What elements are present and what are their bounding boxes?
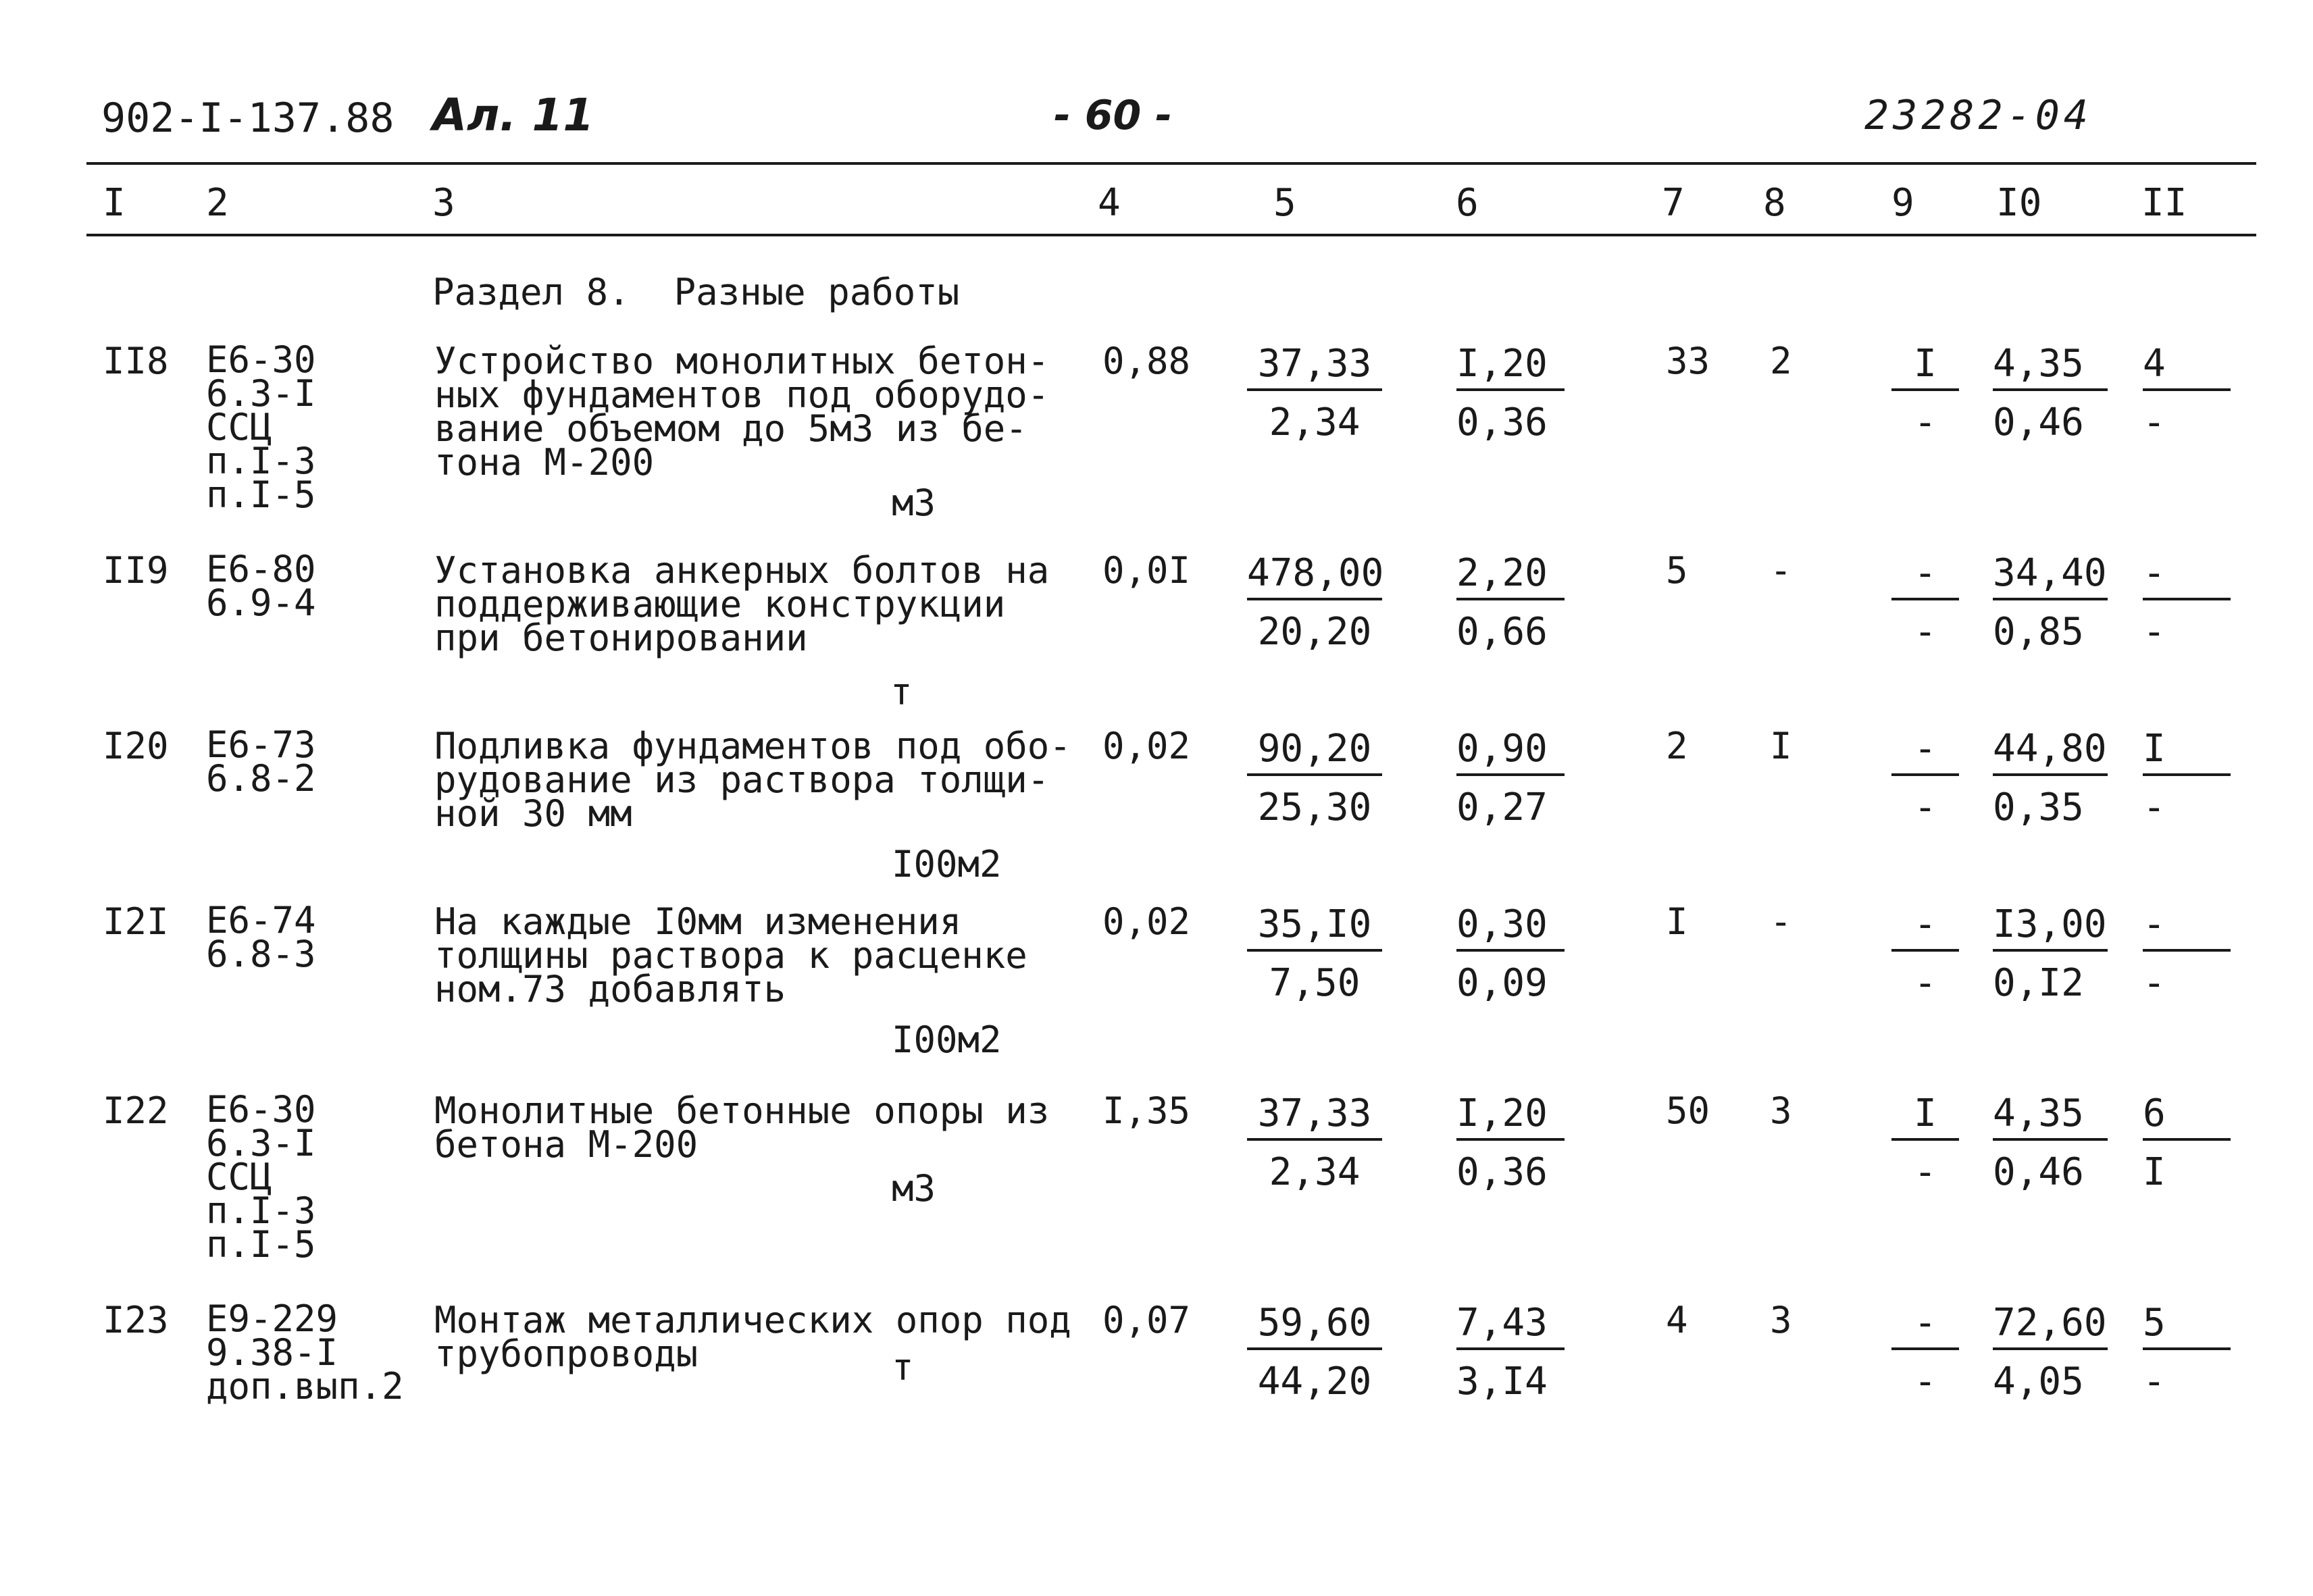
cell-col9-numerator: - — [1891, 902, 1959, 952]
cell-col5-fraction — [1247, 727, 1382, 829]
rate-code-line: Е6-30 — [206, 338, 316, 381]
cell-col4-quantity: 0,07 — [1102, 1299, 1191, 1341]
cell-col5-numerator: 478,00 — [1247, 551, 1382, 600]
unit-of-measure: т — [892, 1346, 914, 1389]
rate-code-line: Е6-74 — [206, 899, 316, 942]
cell-col9-fraction — [1891, 902, 1959, 1005]
row-number: I22 — [103, 1089, 169, 1132]
work-description-line: ных фундаментов под оборудо- — [434, 374, 1050, 416]
cell-col6-fraction — [1456, 1091, 1565, 1194]
work-description-line: толщины раствора к расценке — [434, 934, 1027, 977]
cell-col4-quantity: I,35 — [1102, 1089, 1191, 1132]
col-header-7: 7 — [1662, 181, 1685, 225]
rate-code-line: доп.вып.2 — [206, 1365, 404, 1408]
unit-of-measure: I00м2 — [892, 843, 1002, 885]
archive-code: 23282-04 — [1864, 92, 2092, 139]
sheet-label: Ал. 11 — [432, 89, 594, 141]
cell-col9-denominator: - — [1914, 961, 1937, 1005]
rate-code-line: п.I-3 — [206, 440, 316, 482]
cell-col9-numerator: - — [1891, 1301, 1959, 1350]
page-number: - 60 - — [1054, 92, 1173, 139]
cell-col6-denominator: 3,I4 — [1456, 1360, 1548, 1404]
cell-col11-fraction — [2143, 1091, 2231, 1194]
cell-col5-numerator: 35,I0 — [1247, 902, 1382, 952]
cell-col10-denominator: 4,05 — [1993, 1360, 2084, 1404]
cell-col6-denominator: 0,36 — [1456, 1150, 1548, 1194]
cell-col6-fraction — [1456, 727, 1565, 829]
cell-col7: 2 — [1666, 725, 1688, 767]
cell-col10-fraction — [1993, 727, 2108, 829]
rate-code-line: п.I-3 — [206, 1189, 316, 1232]
cell-col10-numerator: 4,35 — [1993, 342, 2108, 391]
rate-code-line: 6.9-4 — [206, 582, 316, 624]
cell-col11-denominator: - — [2143, 610, 2166, 654]
unit-of-measure: т — [890, 671, 913, 713]
cell-col6-numerator: I,20 — [1456, 1091, 1565, 1141]
cell-col9-denominator: - — [1914, 786, 1937, 829]
cell-col6-numerator: 7,43 — [1456, 1301, 1565, 1350]
col-header-1: I — [103, 181, 126, 225]
cell-col11-fraction — [2143, 551, 2231, 654]
cell-col6-denominator: 0,36 — [1456, 401, 1548, 444]
rate-code-line: 6.3-I — [206, 1122, 316, 1164]
work-description-line: рудование из раствора толщи- — [434, 758, 1050, 801]
work-description-line: ной 30 мм — [434, 792, 632, 835]
cell-col6-numerator: 0,90 — [1456, 727, 1565, 776]
col-header-9: 9 — [1891, 181, 1914, 225]
cell-col5-fraction — [1247, 342, 1382, 444]
cell-col10-denominator: 0,I2 — [1993, 961, 2084, 1005]
cell-col6-fraction — [1456, 1301, 1565, 1404]
cell-col7: 4 — [1666, 1299, 1688, 1341]
cell-col10-fraction — [1993, 551, 2108, 654]
cell-col9-numerator: I — [1891, 342, 1959, 391]
cell-col5-numerator: 37,33 — [1247, 342, 1382, 391]
col-header-3: 3 — [432, 181, 455, 225]
cell-col11-denominator: - — [2143, 1360, 2166, 1404]
col-header-6: 6 — [1456, 181, 1479, 225]
cell-col5-fraction — [1247, 902, 1382, 1005]
row-number: I20 — [103, 725, 169, 767]
cell-col10-numerator: 34,40 — [1993, 551, 2108, 600]
cell-col11-denominator: - — [2143, 401, 2166, 444]
cell-col10-numerator: 72,60 — [1993, 1301, 2108, 1350]
cell-col11-fraction — [2143, 342, 2231, 444]
row-number: II8 — [103, 340, 169, 382]
work-description-line: при бетонировании — [434, 617, 808, 659]
cell-col6-denominator: 0,09 — [1456, 961, 1548, 1005]
work-description-line: Подливка фундаментов под обо- — [434, 725, 1071, 767]
work-description-line: На каждые I0мм изменения — [434, 900, 962, 943]
cell-col11-fraction — [2143, 727, 2231, 829]
rate-code-line: ССЦ — [206, 406, 272, 448]
cell-col11-denominator: - — [2143, 786, 2166, 829]
cell-col6-fraction — [1456, 551, 1565, 654]
cell-col11-fraction — [2143, 1301, 2231, 1404]
rate-code-line: п.I-5 — [206, 1223, 316, 1266]
cell-col10-fraction — [1993, 342, 2108, 444]
cell-col8: I — [1770, 725, 1792, 767]
cell-col5-fraction — [1247, 551, 1382, 654]
cell-col7: 33 — [1666, 340, 1710, 382]
col-header-2: 2 — [206, 181, 229, 225]
cell-col5-denominator: 2,34 — [1269, 1150, 1361, 1194]
cell-col10-denominator: 0,46 — [1993, 401, 2084, 444]
cell-col10-numerator: 44,80 — [1993, 727, 2108, 776]
cell-col5-numerator: 37,33 — [1247, 1091, 1382, 1141]
rate-code-line: п.I-5 — [206, 473, 316, 516]
section-title: Раздел 8. Разные работы — [432, 271, 960, 313]
cell-col4-quantity: 0,02 — [1102, 900, 1191, 943]
rate-code-line: Е6-73 — [206, 723, 316, 766]
cell-col4-quantity: 0,0I — [1102, 549, 1191, 592]
cell-col5-denominator: 20,20 — [1257, 610, 1372, 654]
cell-col11-denominator: I — [2143, 1150, 2166, 1194]
cell-col11-fraction — [2143, 902, 2231, 1005]
work-description-line: вание объемом до 5м3 из бе- — [434, 407, 1027, 450]
col-header-4: 4 — [1098, 181, 1121, 225]
rate-code-line: Е6-30 — [206, 1088, 316, 1131]
unit-of-measure: I00м2 — [892, 1019, 1002, 1061]
cell-col9-numerator: - — [1891, 551, 1959, 600]
cell-col11-numerator: 5 — [2143, 1301, 2231, 1350]
cell-col9-fraction — [1891, 1091, 1959, 1194]
cell-col11-numerator: I — [2143, 727, 2231, 776]
cell-col10-denominator: 0,46 — [1993, 1150, 2084, 1194]
cell-col10-fraction — [1993, 1301, 2108, 1404]
cell-col5-denominator: 25,30 — [1257, 786, 1372, 829]
row-number: I23 — [103, 1299, 169, 1341]
cell-col5-numerator: 59,60 — [1247, 1301, 1382, 1350]
cell-col6-denominator: 0,27 — [1456, 786, 1548, 829]
work-description-line: Монтаж металлических опор под — [434, 1299, 1071, 1341]
rate-code-line: 9.38-I — [206, 1331, 338, 1374]
cell-col11-numerator: 4 — [2143, 342, 2231, 391]
cell-col9-denominator: - — [1914, 401, 1937, 444]
cell-col9-denominator: - — [1914, 1360, 1937, 1404]
cell-col8: 2 — [1770, 340, 1792, 382]
cell-col5-denominator: 2,34 — [1269, 401, 1361, 444]
header-bottom-rule — [86, 234, 2256, 236]
rate-code-line: Е9-229 — [206, 1297, 338, 1340]
rate-code-line: 6.8-3 — [206, 933, 316, 975]
cell-col4-quantity: 0,88 — [1102, 340, 1191, 382]
work-description-line: бетона М-200 — [434, 1123, 698, 1166]
cell-col8: - — [1770, 900, 1792, 943]
unit-of-measure: м3 — [892, 1167, 936, 1210]
work-description-line: трубопроводы — [434, 1333, 698, 1375]
cell-col5-numerator: 90,20 — [1247, 727, 1382, 776]
cell-col9-numerator: - — [1891, 727, 1959, 776]
work-description-line: Монолитные бетонные опоры из — [434, 1089, 1050, 1132]
cell-col8: 3 — [1770, 1089, 1792, 1132]
cell-col9-fraction — [1891, 342, 1959, 444]
rate-code-line: Е6-80 — [206, 548, 316, 590]
col-header-8: 8 — [1763, 181, 1786, 225]
cell-col9-numerator: I — [1891, 1091, 1959, 1141]
rate-code-line: 6.8-2 — [206, 757, 316, 800]
cell-col5-denominator: 7,50 — [1269, 961, 1361, 1005]
work-description-line: Устройство монолитных бетон- — [434, 340, 1050, 382]
row-number: II9 — [103, 549, 169, 592]
cell-col11-numerator: - — [2143, 551, 2231, 600]
cell-col5-fraction — [1247, 1301, 1382, 1404]
cell-col11-denominator: - — [2143, 961, 2166, 1005]
header-top-rule — [86, 162, 2256, 165]
col-header-11: II — [2141, 181, 2187, 225]
cell-col9-denominator: - — [1914, 610, 1937, 654]
cell-col9-fraction — [1891, 551, 1959, 654]
cell-col4-quantity: 0,02 — [1102, 725, 1191, 767]
cell-col5-fraction — [1247, 1091, 1382, 1194]
work-description-line: поддерживающие конструкции — [434, 583, 1006, 625]
rate-code-line: 6.3-I — [206, 372, 316, 415]
cell-col9-fraction — [1891, 727, 1959, 829]
cell-col6-fraction — [1456, 342, 1565, 444]
cell-col10-numerator: 4,35 — [1993, 1091, 2108, 1141]
cell-col7: I — [1666, 900, 1688, 943]
cell-col10-fraction — [1993, 1091, 2108, 1194]
cell-col5-denominator: 44,20 — [1257, 1360, 1372, 1404]
cell-col9-denominator: - — [1914, 1150, 1937, 1194]
work-description-line: Установка анкерных болтов на — [434, 549, 1050, 592]
work-description-line: тона М-200 — [434, 441, 655, 484]
work-description-line: ном.73 добавлять — [434, 968, 786, 1010]
col-header-10: I0 — [1996, 181, 2042, 225]
cell-col10-denominator: 0,35 — [1993, 786, 2084, 829]
cell-col6-denominator: 0,66 — [1456, 610, 1548, 654]
cell-col10-numerator: I3,00 — [1993, 902, 2108, 952]
cell-col10-denominator: 0,85 — [1993, 610, 2084, 654]
cell-col11-numerator: - — [2143, 902, 2231, 952]
cell-col8: - — [1770, 549, 1792, 592]
cell-col10-fraction — [1993, 902, 2108, 1005]
cell-col11-numerator: 6 — [2143, 1091, 2231, 1141]
document-code: 902-I-137.88 — [101, 95, 395, 142]
unit-of-measure: м3 — [892, 482, 936, 524]
cell-col6-numerator: 0,30 — [1456, 902, 1565, 952]
cell-col9-fraction — [1891, 1301, 1959, 1404]
rate-code-line: ССЦ — [206, 1156, 272, 1198]
cell-col7: 50 — [1666, 1089, 1710, 1132]
cell-col8: 3 — [1770, 1299, 1792, 1341]
cell-col6-numerator: I,20 — [1456, 342, 1565, 391]
cell-col7: 5 — [1666, 549, 1688, 592]
cell-col6-numerator: 2,20 — [1456, 551, 1565, 600]
cell-col6-fraction — [1456, 902, 1565, 1005]
row-number: I2I — [103, 900, 169, 943]
col-header-5: 5 — [1273, 181, 1296, 225]
